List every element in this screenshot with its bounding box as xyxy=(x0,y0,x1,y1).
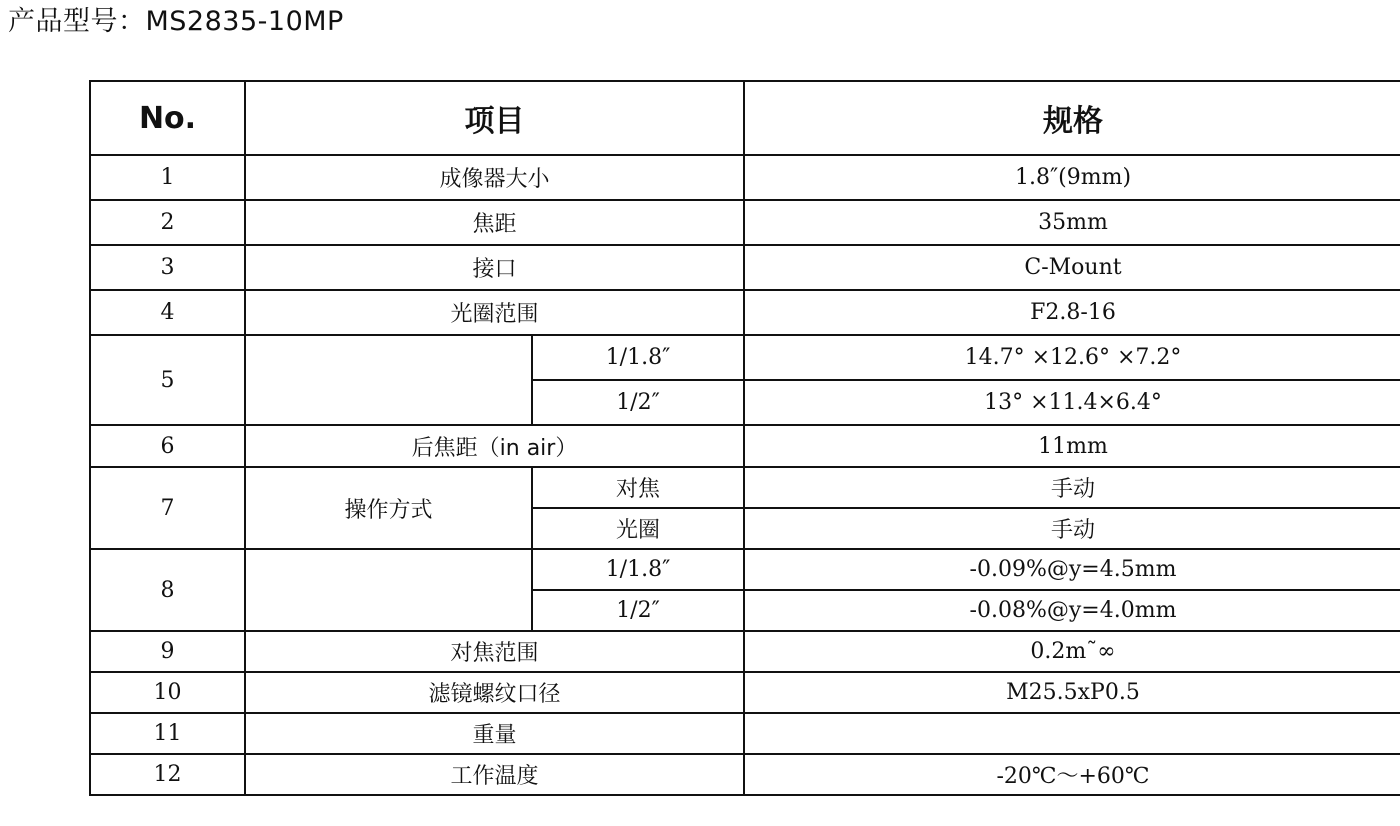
row-item: 重量 xyxy=(245,713,744,754)
header-no: No. xyxy=(90,81,245,155)
row-no: 10 xyxy=(90,672,245,713)
row-item: 成像器大小 xyxy=(245,155,744,200)
row-item: 工作温度 xyxy=(245,754,744,795)
table-row xyxy=(90,754,1400,795)
table-row xyxy=(90,549,1400,590)
product-model-title: 产品型号：MS2835-10MP xyxy=(8,6,344,37)
row-no: 7 xyxy=(90,467,245,549)
row-item: 焦距 xyxy=(245,200,744,245)
row-spec: 手动 xyxy=(744,508,1400,549)
row-item: 接口 xyxy=(245,245,744,290)
row-spec: 35mm xyxy=(744,200,1400,245)
table-row xyxy=(90,631,1400,672)
row-sub-label: 对焦 xyxy=(532,467,744,508)
table-row xyxy=(90,200,1400,245)
row-sub-label: 1/2″ xyxy=(532,590,744,631)
row-sub-label: 1/2″ xyxy=(532,380,744,425)
row-spec: -20℃～+60℃ xyxy=(744,754,1400,795)
row-no: 6 xyxy=(90,425,245,467)
row-spec: -0.09%@y=4.5mm xyxy=(744,549,1400,590)
table-row xyxy=(90,155,1400,200)
row-spec: M25.5xP0.5 xyxy=(744,672,1400,713)
table-row xyxy=(90,245,1400,290)
row-sub-label: 1/1.8″ xyxy=(532,549,744,590)
row-item: 滤镜螺纹口径 xyxy=(245,672,744,713)
table-row xyxy=(90,672,1400,713)
row-sub-label: 1/1.8″ xyxy=(532,335,744,380)
row-no: 3 xyxy=(90,245,245,290)
header-spec: 规格 xyxy=(744,81,1400,155)
row-spec: 手动 xyxy=(744,467,1400,508)
row-item xyxy=(245,335,532,425)
row-no: 12 xyxy=(90,754,245,795)
row-spec: C-Mount xyxy=(744,245,1400,290)
row-no: 4 xyxy=(90,290,245,335)
row-no: 8 xyxy=(90,549,245,631)
row-spec: 0.2m˜∞ xyxy=(744,631,1400,672)
table-row xyxy=(90,467,1400,508)
table-row xyxy=(90,335,1400,380)
table-row xyxy=(90,425,1400,467)
row-spec xyxy=(744,713,1400,754)
table-row xyxy=(90,290,1400,335)
row-spec: 14.7° ×12.6° ×7.2° xyxy=(744,335,1400,380)
row-spec: 1.8″(9mm) xyxy=(744,155,1400,200)
row-no: 9 xyxy=(90,631,245,672)
row-item: 后焦距（in air） xyxy=(245,425,744,467)
row-item: 操作方式 xyxy=(245,467,532,549)
spec-table xyxy=(89,80,1400,796)
row-spec: F2.8-16 xyxy=(744,290,1400,335)
row-sub-label: 光圈 xyxy=(532,508,744,549)
row-spec: 13° ×11.4×6.4° xyxy=(744,380,1400,425)
row-spec: 11mm xyxy=(744,425,1400,467)
row-item xyxy=(245,549,532,631)
header-item: 项目 xyxy=(245,81,744,155)
row-item: 光圈范围 xyxy=(245,290,744,335)
row-no: 11 xyxy=(90,713,245,754)
row-item: 对焦范围 xyxy=(245,631,744,672)
table-header-row xyxy=(90,81,1400,155)
row-spec: -0.08%@y=4.0mm xyxy=(744,590,1400,631)
row-no: 1 xyxy=(90,155,245,200)
table-row xyxy=(90,713,1400,754)
row-no: 5 xyxy=(90,335,245,425)
row-no: 2 xyxy=(90,200,245,245)
